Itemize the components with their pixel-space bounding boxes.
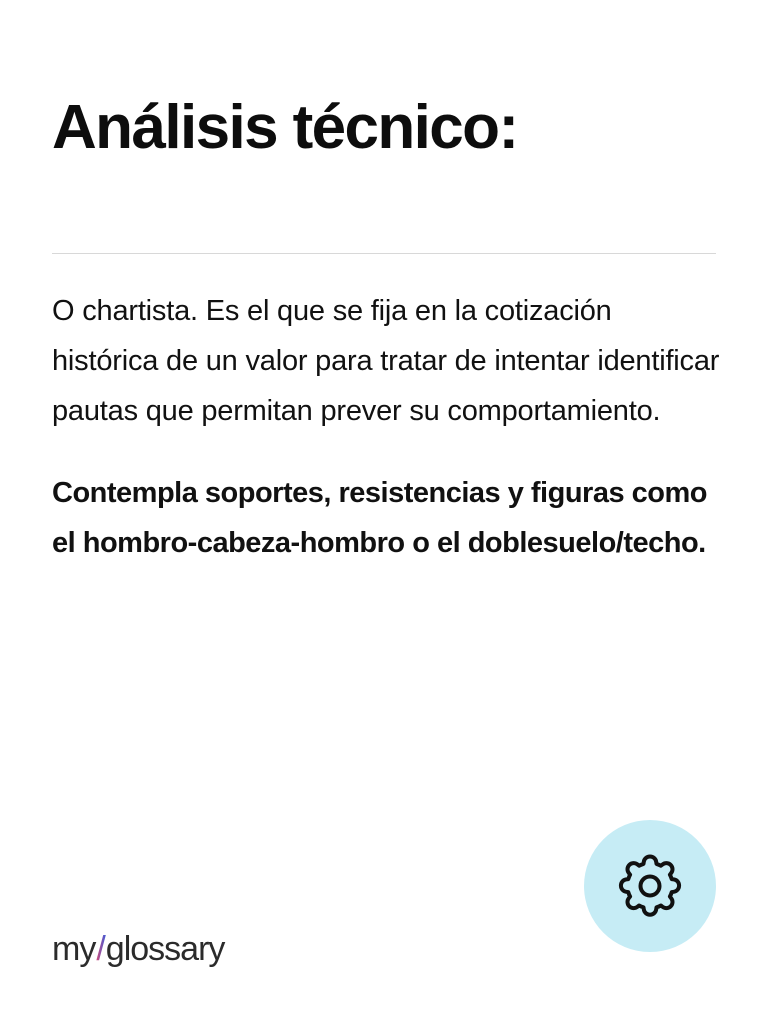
title-divider [52, 253, 716, 254]
brand-logo-part2: glossary [105, 930, 225, 968]
definition-paragraph: O chartista. Es el que se fija en la cotización histórica de un valor para tratar de intentar identificar pautas que permitan prever su comportamiento. [52, 295, 720, 427]
definition-paragraph-emphasis: Contempla soportes, resistencias y figuras como el hombro-cabeza-hombro o el doblesuelo/techo. [52, 477, 707, 559]
gear-icon [612, 848, 688, 924]
definition-body [52, 286, 724, 568]
page-title: Análisis técnico: [52, 93, 518, 162]
gear-badge [584, 820, 716, 952]
brand-logo-part1: my [52, 930, 96, 968]
brand-logo [52, 932, 224, 966]
brand-logo-separator: / [96, 930, 105, 968]
